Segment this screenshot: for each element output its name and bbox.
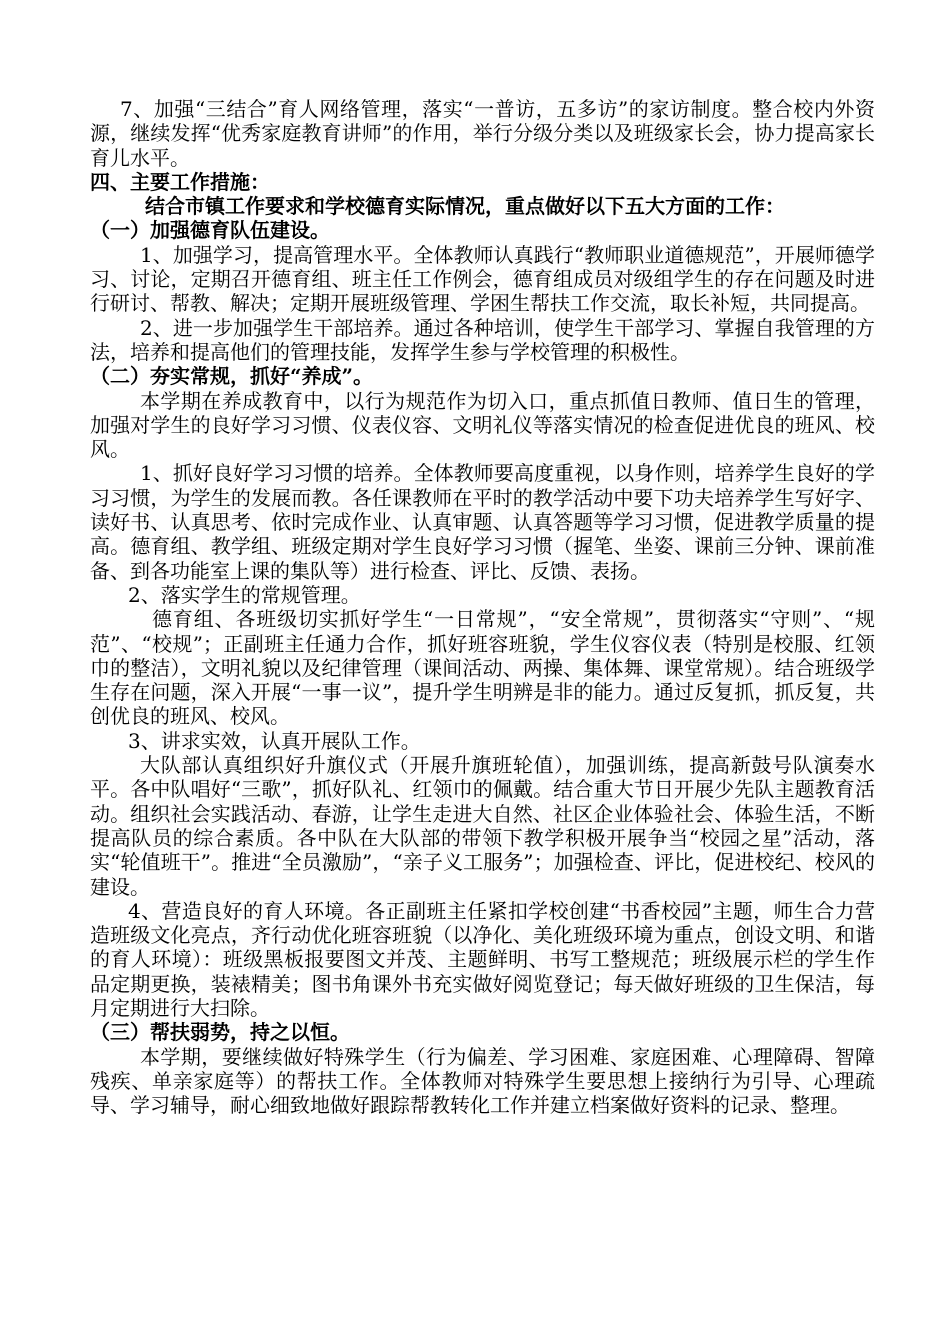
subheading-support-disadvantaged: （三）帮扶弱势，持之以恒。: [90, 1020, 350, 1045]
paragraph-habit-education: 本学期在养成教育中，以行为规范作为切入口，重点抓值日教师、值日生的管理，加强对学生的良好学习习惯、仪表仪容、文明礼仪等落实情况的检查促进优良的班风、校风。: [90, 388, 875, 462]
paragraph-special-students: 本学期，要继续做好特殊学生（行为偏差、学习困难、家庭困难、心理障碍、智障残疾、单亲家庭等）的帮扶工作。全体教师对特殊学生要思想上接纳行为引导、心理疏导、学习辅导，耐心细致地做好跟踪帮教转化工作并建立档案做好资料的记录、整理。: [90, 1044, 875, 1118]
section-heading-main-measures: 四、主要工作措施：: [90, 169, 270, 194]
paragraph-team-work: 大队部认真组织好升旗仪式（开展升旗班轮值），加强训练，提高新鼓号队演奏水平。各中队唱好“三歌”，抓好队礼、红领巾的佩戴。结合重大节日开展少先队主题教育活动。组织社会实践活动、春游，让学生走进大自然、社区企业体验社会、体验生活，不断提高队员的综合素质。各中队在大队部的带领下教学积极开展争当“校园之星”活动，落实“轮值班干”。推进“全员激励”，“亲子义工服务”；加强检查、评比，促进校纪、校风的建设。: [90, 753, 875, 899]
paragraph-team-work-title: 3、讲求实效，认真开展队工作。: [128, 728, 421, 753]
paragraph-environment: 4、营造良好的育人环境。各正副班主任紧扣学校创建“书香校园”主题，师生合力营造班级文化亮点，齐行动优化班容班貌（以净化、美化班级环境为重点，创设文明、和谐的育人环境）：班级黑板报要图文并茂、主题鲜明、书写工整规范；班级展示栏的学生作品定期更换，装裱精美；图书角课外书充实做好阅览登记；每天做好班级的卫生保洁，每月定期进行大扫除。: [90, 898, 875, 1020]
paragraph-routine-management: 德育组、各班级切实抓好学生“一日常规”，“安全常规”，贯彻落实“守则”、“规范”、“校规”；正副班主任通力合作，抓好班容班貌，学生仪容仪表（特别是校服、红领巾的整洁），文明礼貌以及纪律管理（课间活动、两操、集体舞、课堂常规）。结合班级学生存在问题，深入开展“一事一议”，提升学生明辨是非的能力。通过反复抓，抓反复，共创优良的班风、校风。: [90, 607, 875, 729]
paragraph-routine-management-title: 2、落实学生的常规管理。: [128, 582, 361, 607]
paragraph-strengthen-study: 1、加强学习，提高管理水平。全体教师认真践行“教师职业道德规范”，开展师德学习、讨论，定期召开德育组、班主任工作例会，德育组成员对级组学生的存在问题及时进行研讨、帮教、解决；定期开展班级管理、学困生帮扶工作交流，取长补短，共同提高。: [90, 242, 875, 316]
paragraph-student-leaders: 2、进一步加强学生干部培养。通过各种培训，使学生干部学习、掌握自我管理的方法，培养和提高他们的管理技能，发挥学生参与学校管理的积极性。: [90, 315, 875, 364]
intro-five-aspects: 结合市镇工作要求和学校德育实际情况，重点做好以下五大方面的工作：: [145, 194, 785, 219]
subheading-moral-team: （一）加强德育队伍建设。: [90, 218, 330, 243]
subheading-routines: （二）夯实常规，抓好“养成”。: [90, 364, 374, 389]
paragraph-home-school-network: 7、加强“三结合”育人网络管理，落实“一普访，五多访”的家访制度。整合校内外资源，继续发挥“优秀家庭教育讲师”的作用，举行分级分类以及班级家长会，协力提高家长育儿水平。: [90, 97, 875, 170]
paragraph-study-habits: 1、抓好良好学习习惯的培养。全体教师要高度重视，以身作则，培养学生良好的学习习惯，为学生的发展而教。各任课教师在平时的教学活动中要下功夫培养学生写好字、读好书、认真思考、依时完成作业、认真审题、认真答题等学习习惯，促进教学质量的提高。德育组、教学组、班级定期对学生良好学习习惯（握笔、坐姿、课前三分钟、课前准备、到各功能室上课的集队等）进行检查、评比、反馈、表扬。: [90, 461, 875, 583]
document-body: [90, 97, 875, 1117]
